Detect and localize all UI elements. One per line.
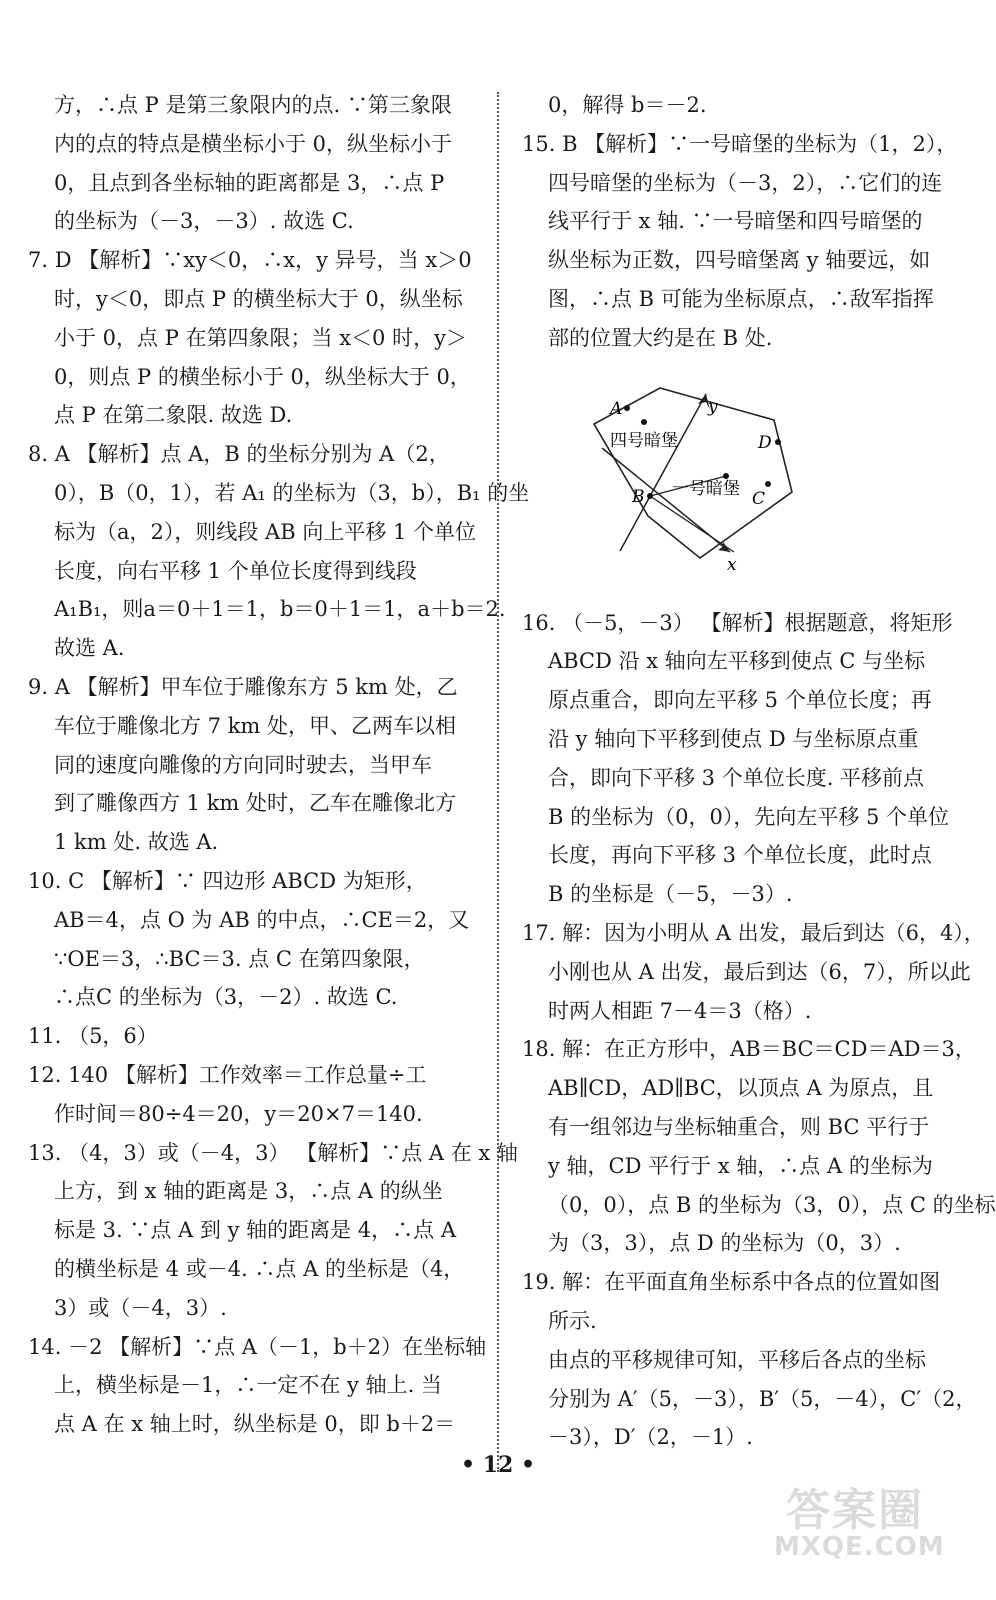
text-line: 的横坐标是 4 或－4. ∴点 A 的坐标是（4， xyxy=(54,1256,465,1281)
text-line: 到了雕像西方 1 km 处时，乙车在雕像北方 xyxy=(54,791,457,816)
answer-7 xyxy=(28,241,478,435)
text-line: 点 A 在 x 轴上时，纵坐标是 0，即 b＋2＝ xyxy=(54,1412,456,1437)
text-line: 9. A 【解析】甲车位于雕像东方 5 km 处，乙 xyxy=(28,674,458,699)
point-B xyxy=(647,493,653,499)
text-line: 8. A 【解析】点 A，B 的坐标分别为 A（2， xyxy=(28,442,450,467)
text-line: 7. D 【解析】∵xy＜0，∴x，y 异号，当 x＞0 xyxy=(28,248,472,273)
answer-14 xyxy=(28,1328,487,1444)
text-line: 小刚也从 A 出发，最后到达（6，7），所以此 xyxy=(548,959,971,984)
text-line: 点 P 在第二象限. 故选 D. xyxy=(54,403,293,428)
text-line: 14. －2 【解析】∵点 A（－1，b＋2）在坐标轴 xyxy=(28,1334,487,1359)
text-line: 上方，到 x 轴的距离是 3，∴点 A 的纵坐 xyxy=(54,1179,443,1204)
text-line: 11. （5，6） xyxy=(28,1024,158,1049)
text-line: 方，∴点 P 是第三象限内的点. ∵第三象限 xyxy=(54,93,452,117)
text-line: B 的坐标为（0，0），先向左平移 5 个单位 xyxy=(548,804,950,829)
point-D xyxy=(775,439,781,445)
answer-14-continued xyxy=(522,86,972,125)
column-divider xyxy=(497,92,499,1472)
text-line: 内的点的特点是横坐标小于 0，纵坐标小于 xyxy=(54,131,453,156)
text-line: 10. C 【解析】∵ 四边形 ABCD 为矩形， xyxy=(28,868,427,893)
text-line: 纵坐标为正数，四号暗堡离 y 轴要远，如 xyxy=(548,248,931,273)
text-line: 长度，再向下平移 3 个单位长度，此时点 xyxy=(548,843,932,868)
answer-9 xyxy=(28,668,478,862)
text-line: 小于 0，点 P 在第四象限；当 x＜0 时，y＞ xyxy=(54,325,467,350)
text-line: 上，横坐标是－1，∴一定不在 y 轴上. 当 xyxy=(54,1373,442,1398)
text-line: 的坐标为（－3，－3）. 故选 C. xyxy=(54,209,354,234)
text-line: 原点重合，即向左平移 5 个单位长度；再 xyxy=(548,688,932,713)
text-line: ∵OE＝3，∴BC＝3. 点 C 在第四象限， xyxy=(54,946,425,971)
bunker-figure xyxy=(522,366,972,598)
answer-16 xyxy=(522,604,972,914)
label-B: B xyxy=(632,486,645,507)
text-line: 15. B 【解析】∵一号暗堡的坐标为（1，2）， xyxy=(522,131,958,156)
text-line: 18. 解：在正方形中，AB＝BC＝CD＝AD＝3， xyxy=(522,1037,976,1062)
answer-18 xyxy=(522,1030,996,1263)
point-C xyxy=(765,481,771,487)
text-line: 时，y＜0，即点 P 的横坐标大于 0，纵坐标 xyxy=(54,286,463,311)
watermark-url: MXQE.COM xyxy=(774,1532,945,1562)
figure-svg xyxy=(582,366,822,596)
answer-8 xyxy=(28,435,530,668)
connector-line xyxy=(650,496,734,552)
point-bunker4 xyxy=(641,419,647,425)
text-line: AB＝4，点 O 为 AB 的中点，∴CE＝2，又 xyxy=(54,907,470,932)
answer-19 xyxy=(522,1263,977,1457)
text-line: 线平行于 x 轴. ∵一号暗堡和四号暗堡的 xyxy=(548,209,923,234)
text-line: ∴点C 的坐标为（3，－2）. 故选 C. xyxy=(54,985,398,1010)
text-line: y 轴，CD 平行于 x 轴，∴点 A 的坐标为 xyxy=(548,1153,933,1178)
answer-15 xyxy=(522,125,972,358)
answer-13 xyxy=(28,1134,518,1328)
label-y: y xyxy=(708,396,718,417)
point-A xyxy=(624,405,630,411)
text-line: 12. 140 【解析】工作效率＝工作总量÷工 xyxy=(28,1062,427,1087)
text-line: 四号暗堡的坐标为（－3，2），∴它们的连 xyxy=(548,170,943,195)
label-C: C xyxy=(752,488,766,509)
text-line: 19. 解：在平面直角坐标系中各点的位置如图 xyxy=(522,1270,941,1295)
label-bunker1: 一号暗堡 xyxy=(672,478,740,499)
label-bunker4: 四号暗堡 xyxy=(610,430,678,451)
text-line: 为（3，3），点 D 的坐标为（0，3）. xyxy=(548,1231,901,1256)
answer-6-continued xyxy=(28,86,478,241)
text-line: 标是 3. ∵点 A 到 y 轴的距离是 4，∴点 A xyxy=(54,1218,456,1243)
text-line: 所示. xyxy=(548,1308,597,1333)
text-line: 分别为 A′（5，－3），B′（5，－4），C′（2， xyxy=(548,1386,977,1411)
answer-12 xyxy=(28,1056,478,1134)
text-line: 时两人相距 7－4＝3（格）. xyxy=(548,998,812,1023)
text-line: －3），D′（2，－1）. xyxy=(548,1425,753,1450)
text-line: 沿 y 轴向下平移到使点 D 与坐标原点重 xyxy=(548,726,919,751)
text-line: 1 km 处. 故选 A. xyxy=(54,830,219,855)
text-line: 由点的平移规律可知，平移后各点的坐标 xyxy=(548,1347,926,1372)
text-line: 13. （4，3）或（－4，3） 【解析】∵点 A 在 x 轴 xyxy=(28,1140,518,1165)
label-A: A xyxy=(610,398,623,419)
text-line: B 的坐标是（－5，－3）. xyxy=(548,882,793,907)
text-line: 16. （－5，－3） 【解析】根据题意，将矩形 xyxy=(522,610,953,635)
label-D: D xyxy=(758,432,772,453)
text-line: 故选 A. xyxy=(54,636,125,661)
left-column xyxy=(28,86,530,1444)
text-line: AB∥CD，AD∥BC，以顶点 A 为原点，且 xyxy=(548,1076,934,1101)
enemy-area-outline xyxy=(594,388,792,558)
answer-11 xyxy=(28,1017,478,1056)
text-line: 车位于雕像北方 7 km 处，甲、乙两车以相 xyxy=(54,713,457,738)
text-line: 0），B（0，1），若 A₁ 的坐标为（3，b），B₁ 的坐 xyxy=(54,480,530,505)
text-line: 0，解得 b＝－2. xyxy=(548,93,707,117)
watermark xyxy=(766,1472,966,1572)
text-line: 有一组邻边与坐标轴重合，则 BC 平行于 xyxy=(548,1114,930,1139)
label-x: x xyxy=(727,554,737,575)
text-line: 长度，向右平移 1 个单位长度得到线段 xyxy=(54,558,417,583)
text-line: 图，∴点 B 可能为坐标原点，∴敌军指挥 xyxy=(548,286,934,311)
answer-17 xyxy=(522,914,985,1030)
text-line: 部的位置大约是在 B 处. xyxy=(548,325,773,350)
page-number: • 12 • xyxy=(460,1452,536,1478)
text-line: 作时间＝80÷4＝20，y＝20×7＝140. xyxy=(54,1101,423,1126)
text-line: 同的速度向雕像的方向同时驶去，当甲车 xyxy=(54,752,432,777)
text-line: 合，即向下平移 3 个单位长度. 平移前点 xyxy=(548,765,925,790)
answer-10 xyxy=(28,862,478,1017)
text-line: ABCD 沿 x 轴向左平移到使点 C 与坐标 xyxy=(548,649,926,674)
right-column xyxy=(522,86,996,1457)
text-line: 标为（a，2），则线段 AB 向上平移 1 个单位 xyxy=(54,519,477,544)
text-line: 0，则点 P 的横坐标小于 0，纵坐标大于 0， xyxy=(54,364,471,389)
text-line: 3）或（－4，3）. xyxy=(54,1295,227,1320)
text-line: （0，0），点 B 的坐标为（3，0），点 C 的坐标 xyxy=(548,1192,996,1217)
text-line: 0，且点到各坐标轴的距离都是 3，∴点 P xyxy=(54,170,445,195)
text-line: 17. 解：因为小明从 A 出发，最后到达（6，4）， xyxy=(522,920,985,945)
watermark-logo: 答案圈 xyxy=(786,1485,924,1536)
text-line: A₁B₁，则a＝0＋1＝1，b＝0＋1＝1，a＋b＝2. xyxy=(54,597,506,622)
